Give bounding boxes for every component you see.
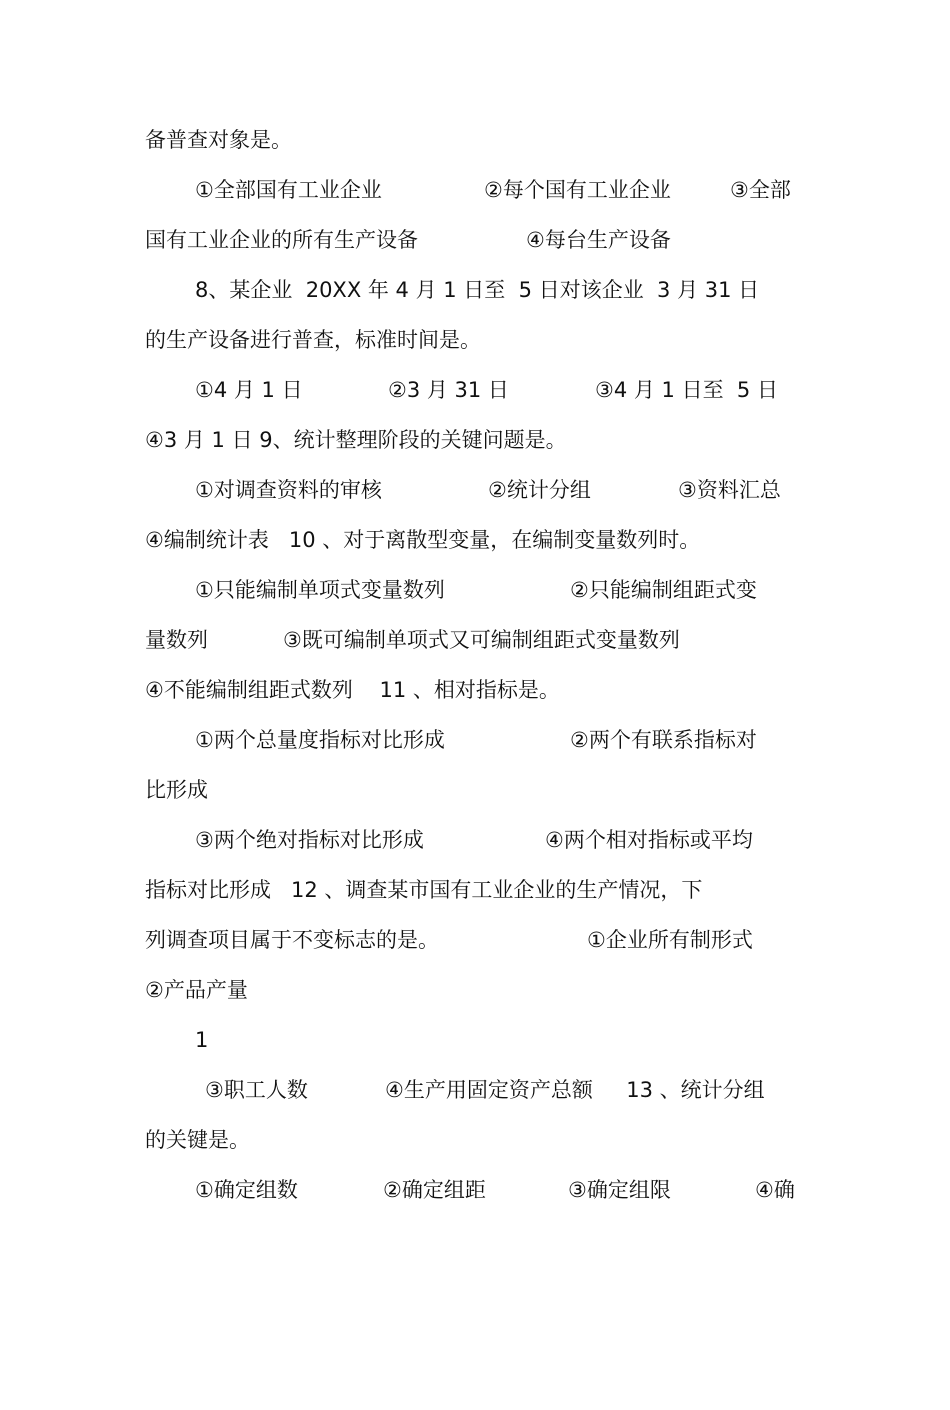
text-segment: ①确定组数 bbox=[195, 1178, 298, 1202]
text-segment: ④编制统计表 10 、对于离散型变量，在编制变量数列时。 bbox=[145, 528, 701, 552]
text-line bbox=[0, 670, 950, 710]
text-line bbox=[0, 270, 950, 310]
text-segment: 备普查对象是。 bbox=[145, 128, 292, 152]
text-line bbox=[0, 170, 950, 210]
page-number: 1 bbox=[195, 1028, 209, 1052]
text-line bbox=[0, 1170, 950, 1210]
text-segment: 的关键是。 bbox=[145, 1128, 250, 1152]
text-segment: ③4 月 1 日至 5 日 bbox=[595, 378, 778, 402]
text-segment: ①只能编制单项式变量数列 bbox=[195, 578, 445, 602]
text-segment: ③全部 bbox=[730, 178, 791, 202]
text-line bbox=[0, 620, 950, 660]
text-segment: ④3 月 1 日 9、统计整理阶段的关键问题是。 bbox=[145, 428, 567, 452]
text-segment: ②3 月 31 日 bbox=[388, 378, 509, 402]
text-line bbox=[0, 870, 950, 910]
text-line bbox=[0, 720, 950, 760]
text-segment: 列调查项目属于不变标志的是。 bbox=[145, 928, 439, 952]
text-segment: ③确定组限 bbox=[568, 1178, 671, 1202]
text-segment: 的生产设备进行普查，标准时间是。 bbox=[145, 328, 481, 352]
text-segment: ④不能编制组距式数列 11 、相对指标是。 bbox=[145, 678, 560, 702]
text-line bbox=[0, 1120, 950, 1160]
text-segment: ③职工人数 bbox=[205, 1078, 308, 1102]
text-line bbox=[0, 120, 950, 160]
text-segment: 量数列 bbox=[145, 628, 208, 652]
text-segment: ①两个总量度指标对比形成 bbox=[195, 728, 445, 752]
text-segment: 比形成 bbox=[145, 778, 208, 802]
text-line bbox=[0, 820, 950, 860]
text-line bbox=[0, 470, 950, 510]
text-segment: ②统计分组 bbox=[488, 478, 591, 502]
text-line bbox=[0, 570, 950, 610]
text-line bbox=[0, 320, 950, 360]
text-segment: ③既可编制单项式又可编制组距式变量数列 bbox=[283, 628, 680, 652]
text-segment: ②只能编制组距式变 bbox=[570, 578, 757, 602]
text-segment: ④生产用固定资产总额 13 、统计分组 bbox=[385, 1078, 765, 1102]
text-line bbox=[0, 970, 950, 1010]
text-line bbox=[0, 770, 950, 810]
text-segment: ③两个绝对指标对比形成 bbox=[195, 828, 424, 852]
text-segment: ①企业所有制形式 bbox=[587, 928, 753, 952]
text-segment: 国有工业企业的所有生产设备 bbox=[145, 228, 418, 252]
text-segment: ②每个国有工业企业 bbox=[484, 178, 671, 202]
text-segment: ①全部国有工业企业 bbox=[195, 178, 382, 202]
text-segment: ④两个相对指标或平均 bbox=[545, 828, 753, 852]
text-segment: 8、某企业 20XX 年 4 月 1 日至 5 日对该企业 3 月 31 日 bbox=[195, 278, 760, 302]
text-line bbox=[0, 420, 950, 460]
text-segment: ④每台生产设备 bbox=[526, 228, 671, 252]
text-line bbox=[0, 520, 950, 560]
text-segment: ③资料汇总 bbox=[678, 478, 781, 502]
text-segment: ①4 月 1 日 bbox=[195, 378, 303, 402]
text-line bbox=[0, 1070, 950, 1110]
text-segment: ②产品产量 bbox=[145, 978, 248, 1002]
text-line bbox=[0, 920, 950, 960]
text-segment: 指标对比形成 12 、调查某市国有工业企业的生产情况，下 bbox=[145, 878, 703, 902]
text-line bbox=[0, 370, 950, 410]
text-segment: ①对调查资料的审核 bbox=[195, 478, 382, 502]
text-segment: ④确 bbox=[755, 1178, 795, 1202]
text-line bbox=[0, 220, 950, 260]
page-number-line bbox=[0, 1020, 950, 1060]
text-segment: ②两个有联系指标对 bbox=[570, 728, 757, 752]
text-segment: ②确定组距 bbox=[383, 1178, 486, 1202]
